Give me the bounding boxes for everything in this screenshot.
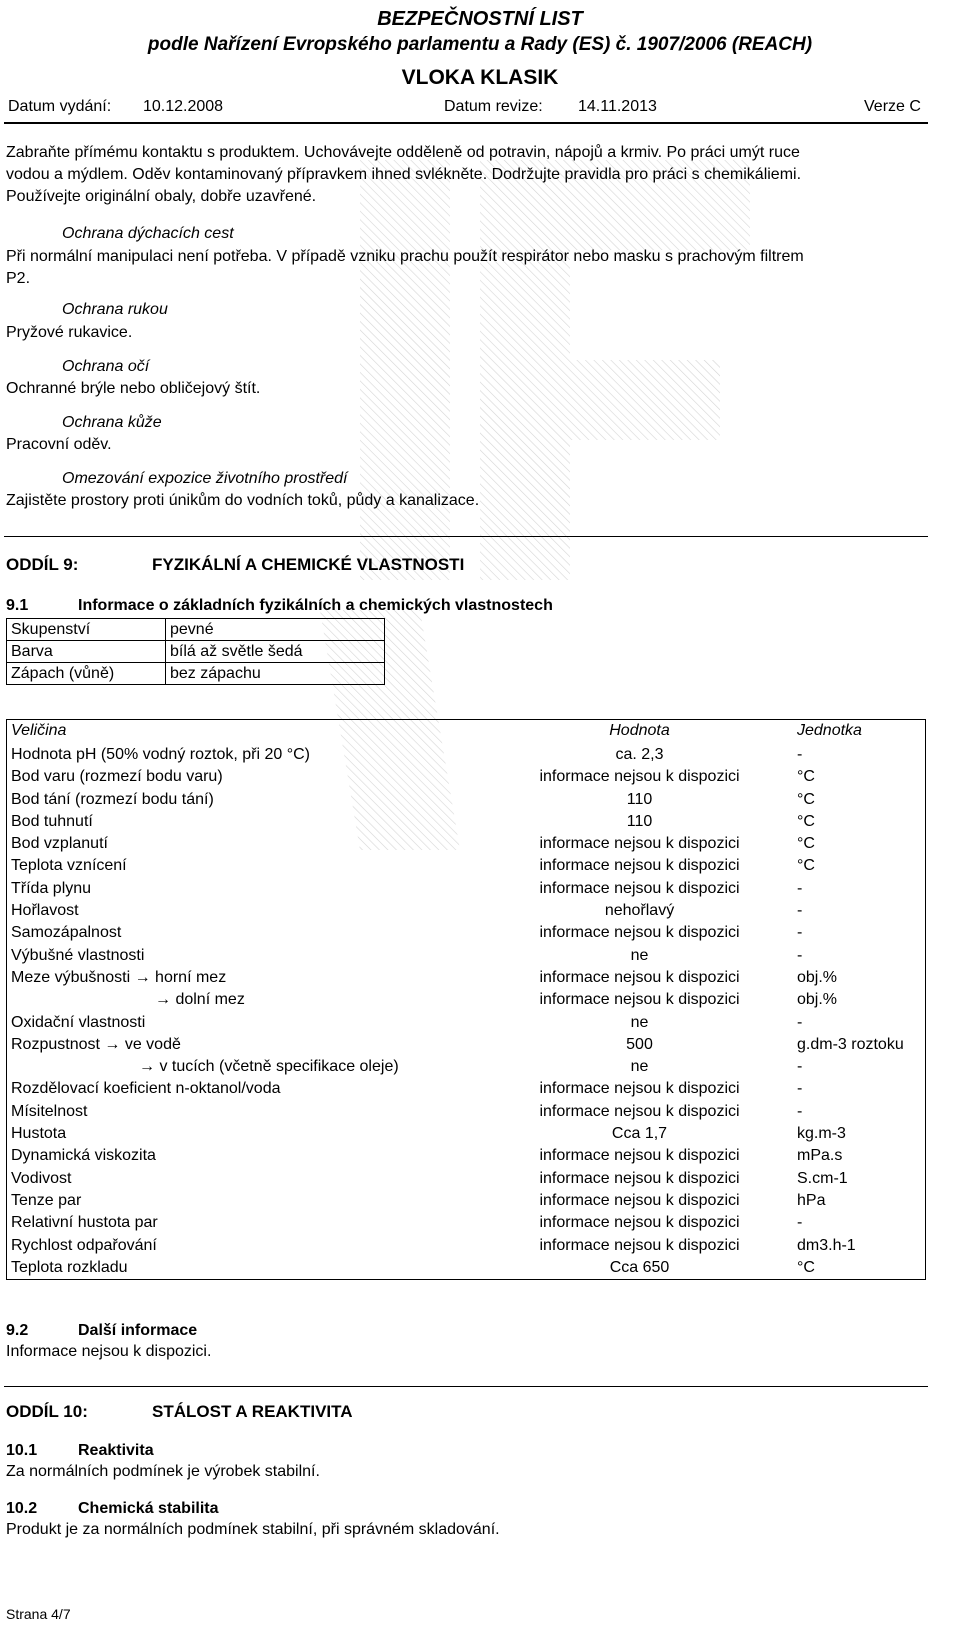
- skin-protection-text: Pracovní oděv.: [6, 436, 112, 453]
- value-cell: informace nejsou k dispozici: [539, 768, 740, 786]
- quantity-cell: Relativní hustota par: [11, 1214, 158, 1232]
- section-9-label: ODDÍL 9:: [6, 555, 79, 574]
- quantity-cell: Rozdělovací koeficient n-oktanol/voda: [11, 1080, 281, 1098]
- quantity-cell: Samozápalnost: [11, 924, 122, 942]
- value-cell: Cca 650: [609, 1258, 670, 1276]
- value-cell: informace nejsou k dispozici: [539, 1214, 740, 1232]
- section-9-2-text: Informace nejsou k dispozici.: [6, 1343, 212, 1360]
- table-row: [7, 922, 925, 944]
- unit-cell: -: [797, 902, 803, 920]
- section-10-2-title: Chemická stabilita: [78, 1500, 219, 1517]
- section-9-1-title: Informace o základních fyzikálních a chemických vlastnostech: [78, 597, 553, 614]
- intro-line-3: Používejte originální obaly, dobře uzavřené.: [6, 188, 317, 205]
- value-cell: 110: [626, 790, 653, 808]
- skin-protection-title: Ochrana kůže: [62, 414, 162, 431]
- regulation-subtitle: podle Nařízení Evropského parlamentu a Rady (ES) č. 1907/2006 (REACH): [147, 34, 813, 55]
- value-cell: ne: [630, 1013, 649, 1031]
- unit-cell: °C: [797, 857, 815, 875]
- value-cell: informace nejsou k dispozici: [539, 1102, 740, 1120]
- value-cell: informace nejsou k dispozici: [539, 857, 740, 875]
- table-row: [7, 619, 385, 641]
- table-row: [7, 967, 925, 989]
- unit-cell: -: [797, 924, 803, 942]
- value-cell: ne: [630, 946, 649, 964]
- value-cell: informace nejsou k dispozici: [539, 835, 740, 853]
- table-row: [7, 1123, 925, 1145]
- section-10-divider: [4, 1386, 928, 1387]
- unit-cell: -: [797, 746, 803, 763]
- quantity-cell: Oxidační vlastnosti: [11, 1013, 146, 1031]
- issue-date: 10.12.2008: [143, 98, 224, 115]
- table-row: [7, 855, 925, 877]
- table-row: [7, 1257, 925, 1279]
- quantity-cell: Dynamická viskozita: [11, 1147, 156, 1165]
- value-cell: informace nejsou k dispozici: [539, 1147, 740, 1165]
- quantity-cell: → v tucích (včetně specifikace oleje): [139, 1058, 399, 1076]
- basic-properties-table: [6, 618, 385, 685]
- quantity-cell: Bod tání (rozmezí bodu tání): [11, 790, 214, 808]
- section-10-1-text: Za normálních podmínek je výrobek stabilní.: [6, 1463, 320, 1480]
- unit-cell: °C: [797, 835, 815, 853]
- environment-exposure-text: Zajistěte prostory proti únikům do vodních toků, půdy a kanalizace.: [6, 492, 480, 509]
- product-name: VLOKA KLASIK: [401, 66, 559, 89]
- unit-cell: obj.%: [797, 968, 838, 986]
- value-cell: informace nejsou k dispozici: [539, 991, 740, 1009]
- property-value: pevné: [166, 619, 385, 641]
- quantity-cell: Výbušné vlastnosti: [11, 946, 145, 964]
- table-row: [7, 1145, 925, 1167]
- property-name: Skupenství: [7, 619, 166, 641]
- section-10-title: STÁLOST A REAKTIVITA: [152, 1402, 353, 1421]
- table-row: [7, 1012, 925, 1034]
- table-row: [7, 811, 925, 833]
- table-row: [7, 766, 925, 788]
- value-cell: 500: [626, 1035, 653, 1053]
- version: Verze C: [864, 98, 921, 115]
- unit-cell: °C: [797, 790, 815, 808]
- value-cell: informace nejsou k dispozici: [539, 1080, 740, 1098]
- quantity-cell: Meze výbušnosti → horní mez: [11, 968, 227, 986]
- property-name: Barva: [7, 641, 166, 663]
- quantity-cell: Rozpustnost → ve vodě: [11, 1035, 181, 1053]
- unit-cell: -: [797, 1214, 803, 1232]
- value-cell: informace nejsou k dispozici: [539, 1236, 740, 1254]
- quantity-cell: Teplota rozkladu: [11, 1258, 128, 1276]
- intro-line-1: Zabraňte přímému kontaktu s produktem. Uchovávejte odděleně od potravin, nápojů a krmiv. Po práci umýt ruce: [6, 144, 800, 161]
- issue-date-label: Datum vydání:: [8, 98, 112, 115]
- section-9-divider: [4, 536, 928, 537]
- quantity-cell: Bod vzplanutí: [11, 835, 108, 853]
- value-cell: informace nejsou k dispozici: [539, 924, 740, 942]
- column-header-value: Hodnota: [609, 722, 670, 739]
- quantity-cell: Hodnota pH (50% vodný roztok, při 20 °C): [11, 746, 310, 763]
- table-row: [7, 1034, 925, 1056]
- revision-date: 14.11.2013: [578, 98, 657, 115]
- unit-cell: dm3.h-1: [797, 1236, 856, 1254]
- value-cell: ca. 2,3: [615, 746, 664, 763]
- unit-cell: S.cm-1: [797, 1169, 848, 1187]
- unit-cell: °C: [797, 768, 815, 786]
- value-cell: ne: [630, 1058, 649, 1076]
- quantity-cell: Tenze par: [11, 1191, 82, 1209]
- table-row: [7, 1190, 925, 1212]
- table-row: [7, 1235, 925, 1257]
- header-divider: [4, 122, 928, 124]
- value-cell: informace nejsou k dispozici: [539, 1169, 740, 1187]
- section-9-1-number: 9.1: [6, 597, 29, 614]
- respiratory-protection-line-2: P2.: [6, 270, 31, 287]
- hand-protection-text: Pryžové rukavice.: [6, 324, 133, 341]
- quantity-cell: Bod varu (rozmezí bodu varu): [11, 768, 223, 786]
- quantity-cell: Teplota vznícení: [11, 857, 127, 875]
- unit-cell: °C: [797, 1258, 815, 1276]
- intro-line-2: vodou a mýdlem. Oděv kontaminovaný přípravkem ihned svlékněte. Dodržujte pravidla pro práci s chemikáliemi.: [6, 166, 802, 183]
- column-header-unit: Jednotka: [797, 722, 862, 739]
- section-10-2-number: 10.2: [6, 1500, 38, 1517]
- properties-table: [6, 719, 926, 1280]
- column-header-quantity: Veličina: [11, 722, 67, 739]
- table-row: [7, 1168, 925, 1190]
- table-row: [7, 878, 925, 900]
- value-cell: nehořlavý: [604, 902, 675, 920]
- eye-protection-text: Ochranné brýle nebo obličejový štít.: [6, 380, 261, 397]
- table-row: [7, 900, 925, 922]
- unit-cell: -: [797, 946, 803, 964]
- quantity-cell: Hustota: [11, 1125, 67, 1143]
- unit-cell: hPa: [797, 1191, 826, 1209]
- unit-cell: -: [797, 1080, 803, 1098]
- value-cell: informace nejsou k dispozici: [539, 879, 740, 897]
- table-row: [7, 1212, 925, 1234]
- unit-cell: -: [797, 879, 803, 897]
- eye-protection-title: Ochrana očí: [62, 358, 150, 375]
- quantity-cell: Vodivost: [11, 1169, 72, 1187]
- value-cell: 110: [626, 812, 653, 830]
- table-row: [7, 989, 925, 1011]
- property-value: bílá až světle šedá: [166, 641, 385, 663]
- section-10-label: ODDÍL 10:: [6, 1402, 88, 1421]
- table-row: [7, 641, 385, 663]
- section-9-2-number: 9.2: [6, 1322, 29, 1339]
- respiratory-protection-line-1: Při normální manipulaci není potřeba. V případě vzniku prachu použít respirátor nebo masku s prachovým filtrem: [6, 248, 804, 265]
- page-number: Strana 4/7: [6, 1606, 71, 1622]
- quantity-cell: Bod tuhnutí: [11, 812, 93, 830]
- unit-cell: -: [797, 1058, 803, 1076]
- unit-cell: mPa.s: [797, 1147, 843, 1165]
- property-value: bez zápachu: [166, 663, 385, 685]
- property-name: Zápach (vůně): [7, 663, 166, 685]
- unit-cell: °C: [797, 812, 815, 830]
- revision-date-label: Datum revize:: [444, 98, 543, 115]
- section-10-1-title: Reaktivita: [78, 1442, 154, 1459]
- table-row: [7, 789, 925, 811]
- unit-cell: g.dm-3 roztoku: [797, 1035, 904, 1053]
- table-row: [7, 945, 925, 967]
- table-header-row: [7, 720, 925, 744]
- table-row: [7, 744, 925, 766]
- unit-cell: obj.%: [797, 991, 838, 1009]
- quantity-cell: Mísitelnost: [11, 1102, 88, 1120]
- quantity-cell: Třída plynu: [11, 879, 92, 897]
- quantity-cell: Rychlost odpařování: [11, 1236, 157, 1254]
- hand-protection-title: Ochrana rukou: [62, 301, 168, 318]
- section-10-2-text: Produkt je za normálních podmínek stabilní, při správném skladování.: [6, 1521, 500, 1538]
- unit-cell: kg.m-3: [797, 1125, 846, 1143]
- unit-cell: -: [797, 1013, 803, 1031]
- section-9-2-title: Další informace: [78, 1322, 198, 1339]
- quantity-cell: → dolní mez: [155, 991, 245, 1009]
- value-cell: informace nejsou k dispozici: [539, 968, 740, 986]
- document-title: BEZPEČNOSTNÍ LIST: [377, 8, 583, 30]
- environment-exposure-title: Omezování expozice životního prostředí: [62, 470, 348, 487]
- table-row: [7, 663, 385, 685]
- table-row: [7, 1101, 925, 1123]
- table-row: [7, 833, 925, 855]
- quantity-cell: Hořlavost: [11, 902, 79, 920]
- unit-cell: -: [797, 1102, 803, 1120]
- value-cell: informace nejsou k dispozici: [539, 1191, 740, 1209]
- table-row: [7, 1056, 925, 1078]
- section-10-1-number: 10.1: [6, 1442, 38, 1459]
- value-cell: Cca 1,7: [611, 1125, 668, 1143]
- respiratory-protection-title: Ochrana dýchacích cest: [62, 225, 234, 242]
- section-9-title: FYZIKÁLNÍ A CHEMICKÉ VLASTNOSTI: [152, 555, 465, 574]
- table-row: [7, 1078, 925, 1100]
